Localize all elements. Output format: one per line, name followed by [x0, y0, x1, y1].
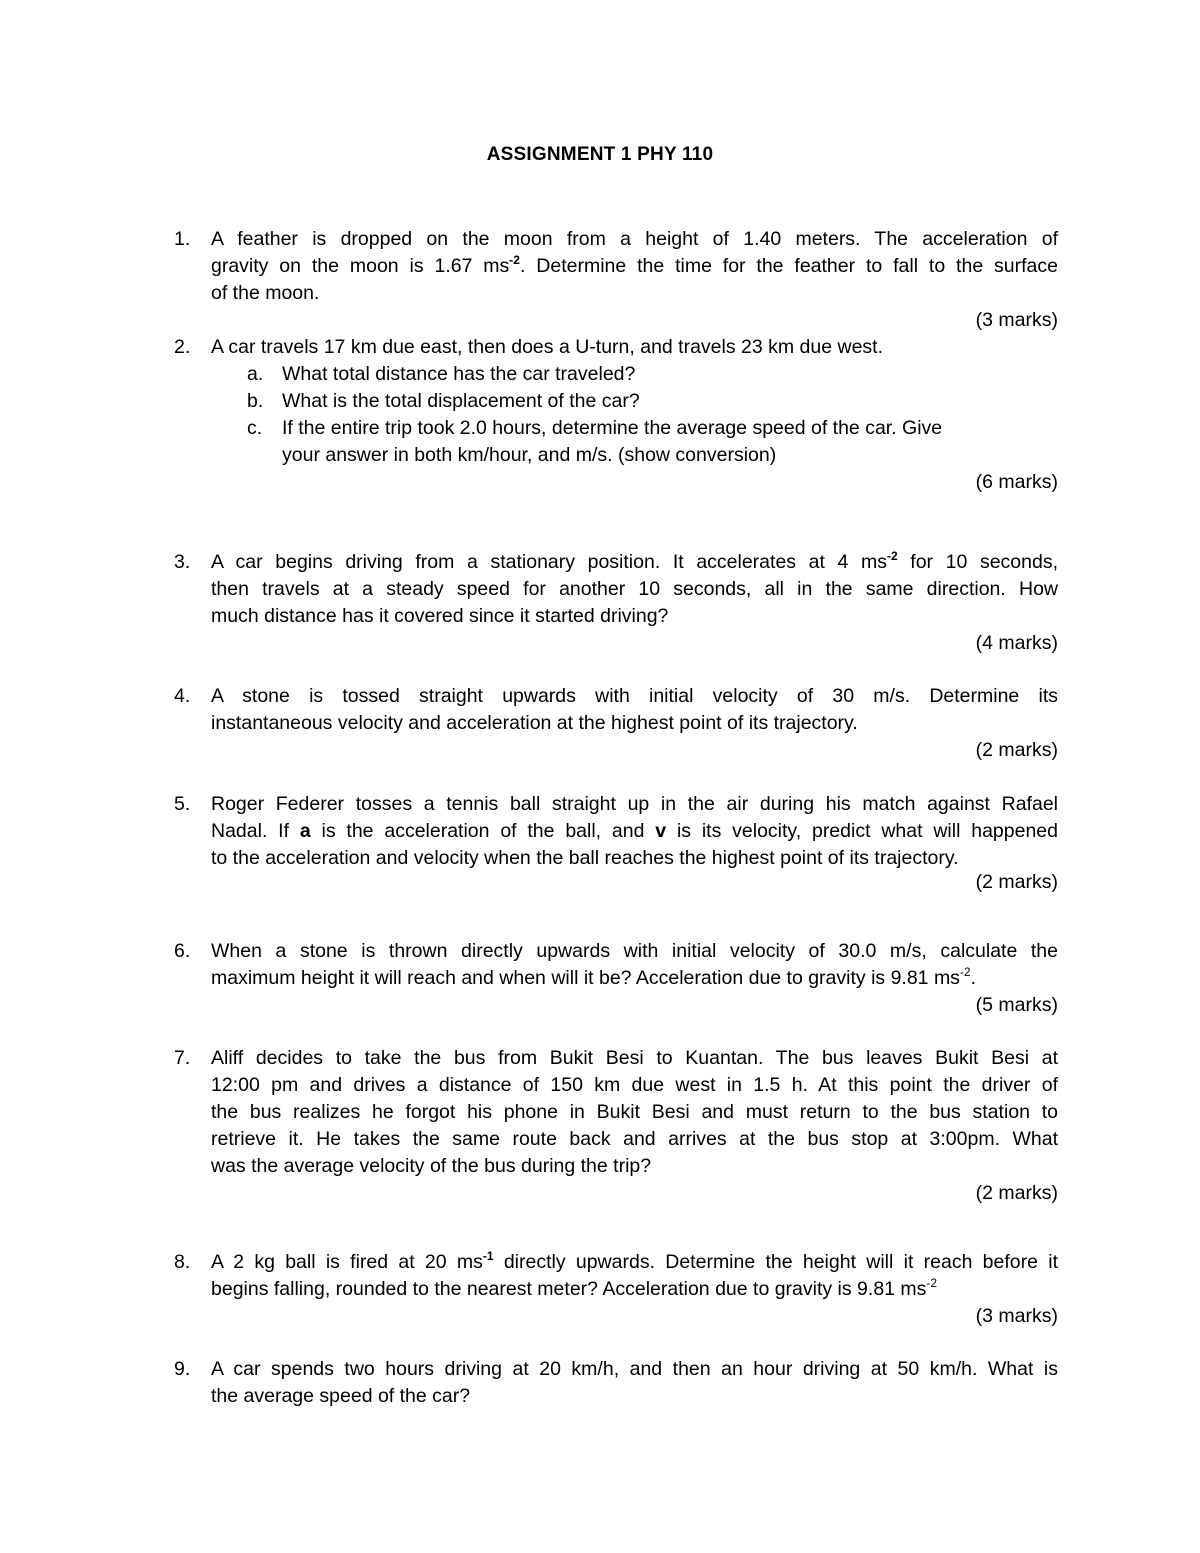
superscript: -2: [959, 964, 971, 979]
question-number: 6.: [174, 940, 191, 962]
question-text: [211, 226, 1058, 307]
text-run: gravity on the moon is 1.67 ms: [211, 255, 510, 277]
question-line: 12:00 pm and drives a distance of 150 km due west in 1.5 h. At this point the driver of: [211, 1074, 1058, 1096]
text-run: A 2 kg ball is fired at 20 ms: [211, 1251, 483, 1273]
part-text: If the entire trip took 2.0 hours, determine the average speed of the car. Give: [282, 417, 943, 439]
question-text: [211, 683, 1058, 737]
text-run: is its velocity, predict what will happened: [666, 820, 1058, 842]
text-run: for 10 seconds,: [897, 551, 1058, 573]
question-text: [211, 1356, 1058, 1410]
question-line: to the acceleration and velocity when the ball reaches the highest point of its trajectory.: [211, 847, 959, 869]
question-number: 3.: [174, 551, 191, 573]
question-line: A stone is tossed straight upwards with initial velocity of 30 m/s. Determine its: [211, 685, 1058, 707]
question-line: [211, 1276, 1058, 1303]
marks-label: (5 marks): [975, 994, 1058, 1016]
question-text: [211, 334, 1058, 361]
question-text: [211, 549, 1058, 630]
marks-label: (3 marks): [975, 1305, 1058, 1327]
question-line: was the average velocity of the bus during the trip?: [211, 1155, 652, 1177]
text-run: .: [970, 967, 977, 989]
superscript: -1: [482, 1248, 494, 1263]
text-run: Nadal. If: [211, 820, 300, 842]
text-run: maximum height it will reach and when will it be? Acceleration due to gravity is 9.81 ms: [211, 967, 960, 989]
question-line: [211, 1249, 1058, 1276]
marks-label: (2 marks): [975, 739, 1058, 761]
marks-label: (4 marks): [975, 632, 1058, 654]
marks-label: (2 marks): [975, 871, 1058, 893]
question-line: of the moon.: [211, 282, 320, 304]
question-line: When a stone is thrown directly upwards with initial velocity of 30.0 m/s, calculate the: [211, 940, 1058, 962]
question-line: the average speed of the car?: [211, 1385, 471, 1407]
question-line: [211, 965, 1058, 992]
text-run: begins falling, rounded to the nearest meter? Acceleration due to gravity is 9.81 ms: [211, 1278, 927, 1300]
part-label: b.: [247, 390, 264, 412]
text-run: . Determine the time for the feather to fall to the surface: [519, 255, 1058, 277]
question-line: A car travels 17 km due east, then does a U-turn, and travels 23 km due west.: [211, 336, 884, 358]
question-number: 2.: [174, 336, 191, 358]
question-text: [211, 1045, 1058, 1180]
question-line: Aliff decides to take the bus from Bukit Besi to Kuantan. The bus leaves Bukit Besi at: [211, 1047, 1058, 1069]
question-number: 8.: [174, 1251, 191, 1273]
bold-symbol-a: a: [299, 820, 311, 842]
question-line: retrieve it. He takes the same route back and arrives at the bus stop at 3:00pm. What: [211, 1128, 1058, 1150]
assignment-title: ASSIGNMENT 1 PHY 110: [486, 144, 714, 165]
question-line: the bus realizes he forgot his phone in Bukit Besi and must return to the bus station to: [211, 1101, 1058, 1123]
question-text: [211, 938, 1058, 992]
question-line: A car spends two hours driving at 20 km/h, and then an hour driving at 50 km/h. What is: [211, 1358, 1058, 1380]
marks-label: (2 marks): [975, 1182, 1058, 1204]
text-run: is the acceleration of the ball, and: [310, 820, 656, 842]
part-label: c.: [247, 417, 263, 439]
question-line: [211, 549, 1058, 576]
marks-label: (3 marks): [975, 309, 1058, 331]
question-line: [211, 818, 1058, 845]
part-text: What total distance has the car traveled?: [282, 363, 636, 385]
part-text: your answer in both km/hour, and m/s. (show conversion): [282, 444, 777, 466]
question-number: 9.: [174, 1358, 191, 1380]
bold-symbol-v: v: [655, 820, 667, 842]
part-label: a.: [247, 363, 264, 385]
question-text: [211, 1249, 1058, 1303]
text-run: directly upwards. Determine the height will it reach before it: [493, 1251, 1058, 1273]
question-line: Roger Federer tosses a tennis ball straight up in the air during his match against Rafael: [211, 793, 1058, 815]
question-line: then travels at a steady speed for another 10 seconds, all in the same direction. How: [211, 578, 1058, 600]
superscript: -2: [886, 548, 898, 563]
question-number: 5.: [174, 793, 191, 815]
question-line: A feather is dropped on the moon from a height of 1.40 meters. The acceleration of: [211, 228, 1058, 250]
question-number: 4.: [174, 685, 191, 707]
superscript: -2: [509, 252, 520, 267]
question-line: much distance has it covered since it started driving?: [211, 605, 669, 627]
superscript: -2: [926, 1275, 938, 1290]
marks-label: (6 marks): [975, 471, 1058, 493]
part-text: What is the total displacement of the car?: [282, 390, 640, 412]
question-line: [211, 253, 1058, 280]
question-number: 7.: [174, 1047, 191, 1069]
question-number: 1.: [174, 228, 191, 250]
question-text: [211, 791, 1058, 872]
text-run: A car begins driving from a stationary position. It accelerates at 4 ms: [211, 551, 887, 573]
question-line: instantaneous velocity and acceleration at the highest point of its trajectory.: [211, 712, 858, 734]
